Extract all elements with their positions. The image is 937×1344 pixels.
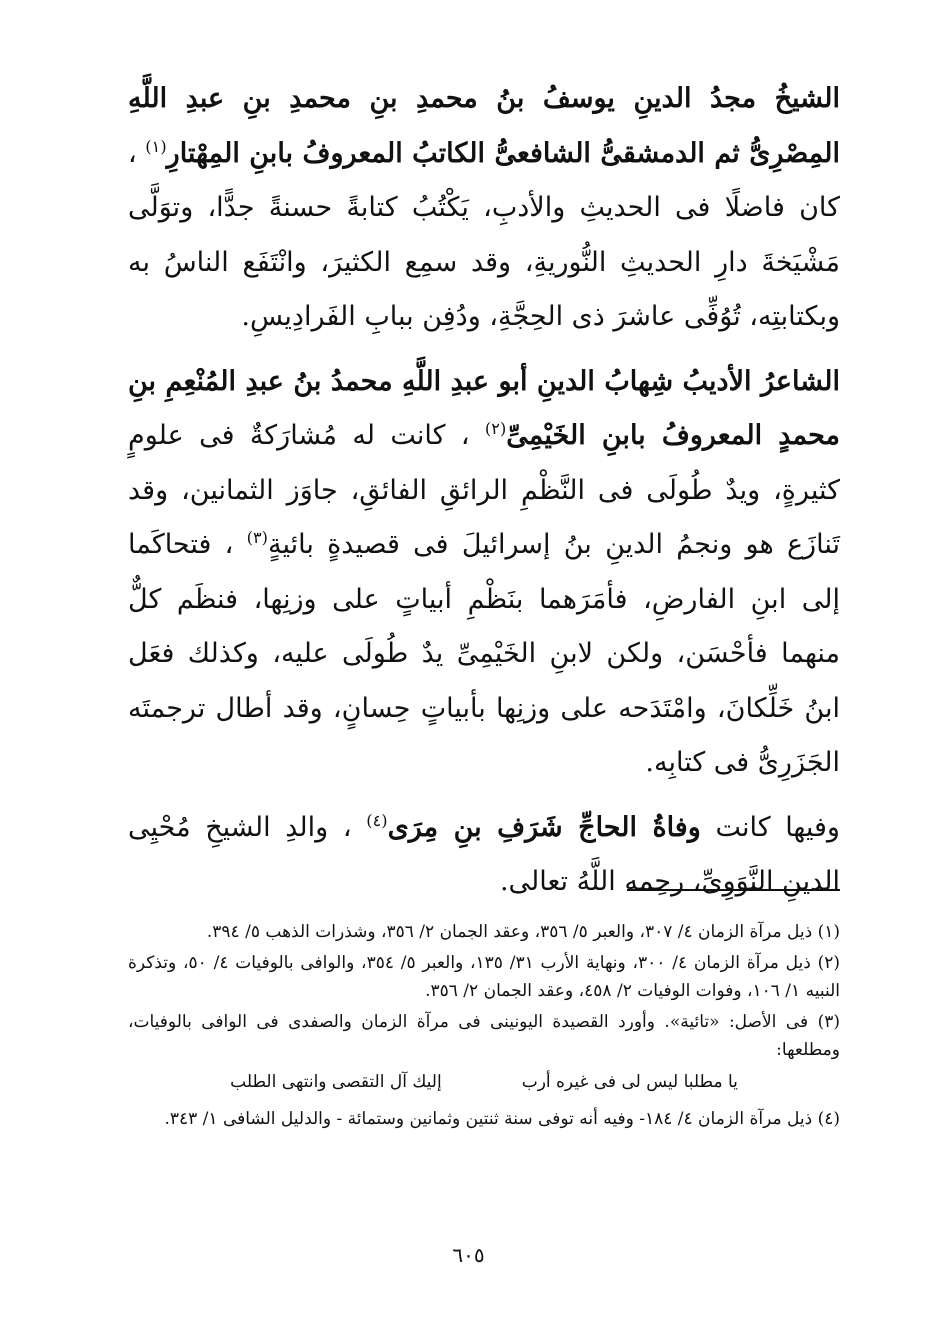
paragraph-2-text-b: ، فتحاكَما إلى ابنِ الفارضِ، فأمَرَهما بنَظْمِ أبياتٍ على وزنِها، فنظَم كلٌّ منهما فأحْسَن، ولكن لابنِ الخَيْمِىِّ يدٌ طُولَى عليه، وكذلك فعَل ابنُ خَلِّكانَ، وامْتَدَحه على وزنِها بأبياتٍ حِسانٍ، وقد أطال ترجمتَه الجَزَرِىُّ فى كتابِه. bbox=[128, 529, 840, 778]
biography-heading-2: الشاعرُ الأديبُ شِهابُ الدينِ أبو عبدِ اللَّهِ محمدُ بنُ عبدِ المُنْعِمِ بنِ محمدٍ المعروفُ بابنِ الخَيْمِىِّ bbox=[128, 365, 840, 451]
page-number: ٦٠٥ bbox=[452, 1243, 485, 1267]
footnote-mark-1: (١) bbox=[145, 136, 167, 156]
footnote-mark-4: (٤) bbox=[366, 810, 388, 830]
main-text bbox=[128, 72, 840, 920]
verse-first-hemistich: يا مطلبا ليس لى فى غيره أرب bbox=[521, 1072, 738, 1092]
verse bbox=[128, 1067, 840, 1097]
biography-heading-1: الشيخُ مجدُ الدينِ يوسفُ بنُ محمدِ بنِ محمدِ بنِ عبدِ اللَّهِ المِصْرِىُّ ثم الدمشقىُّ الشافعىُّ الكاتبُ المعروفُ بابنِ المِهْتارِ bbox=[128, 83, 840, 169]
footnote-separator bbox=[627, 889, 840, 891]
footnote-3: (٣) فى الأصل: «تائية». وأورد القصيدة اليونينى فى مرآة الزمان والصفدى فى الوافى بالوفيات، ومطلعها: bbox=[128, 1012, 840, 1060]
paragraph-2 bbox=[128, 355, 840, 791]
verse-second-hemistich: إليك آل التقصى وانتهى الطلب bbox=[230, 1072, 442, 1092]
footnotes bbox=[128, 918, 840, 1136]
paragraph-2-text-a: ، كانت له مُشارَكةٌ فى علومٍ كثيرةٍ، ويدٌ طُولَى فى النَّظْمِ الرائقِ الفائقِ، جاوَز الثمانين، وقد تَنازَع هو ونجمُ الدينِ بنُ إسرائيلَ فى قصيدةٍ بائيةٍ bbox=[128, 420, 840, 560]
footnote-1: (١) ذيل مرآة الزمان ٤/ ٣٠٧، والعبر ٥/ ٣٥٦، وعقد الجمان ٢/ ٣٥٦، وشذرات الذهب ٥/ ٣٩٤. bbox=[206, 922, 840, 942]
footnote-2: (٢) ذيل مرآة الزمان ٤/ ٣٠٠، ونهاية الأرب ٣١/ ١٣٥، والعبر ٥/ ٣٥٤، والوافى بالوفيات ٤/ ٥٠، وتذكرة النبيه ١/ ١٠٦، وفوات الوفيات ٢/ ٤٥٨، وعقد الجمان ٢/ ٣٥٦. bbox=[128, 953, 841, 1001]
paragraph-3 bbox=[128, 801, 840, 910]
paragraph-3-lead: وفيها كانت bbox=[715, 811, 840, 843]
biography-heading-3: وفاةُ الحاجِّ شَرَفِ بنِ مِرَى bbox=[387, 811, 701, 843]
paragraph-1-text: ، كان فاضلًا فى الحديثِ والأدبِ، يَكْتُبُ كتابةً حسنةً جدًّا، وتوَلَّى مَشْيَخةَ دارِ الحديثِ النُّوريةِ، وقد سمِع الكثيرَ، وانْتَفَع الناسُ به وبكتابتِه، تُوُفِّى عاشرَ ذى الحِجَّةِ، ودُفِن ببابِ الفَرادِيسِ. bbox=[127, 137, 840, 332]
footnote-4: (٤) ذيل مرآة الزمان ٤/ ١٨٤- وفيه أنه توفى سنة ثنتين وثمانين وستمائة - والدليل الشافى ١/ ٣٤٣. bbox=[164, 1109, 840, 1129]
paragraph-3-text: ، والدِ الشيخِ مُحْيِى الدينِ النَّوَوِىِّ، رحِمه اللَّهُ تعالى. bbox=[128, 811, 840, 897]
footnote-mark-3: (٣) bbox=[246, 528, 268, 547]
paragraph-1 bbox=[128, 72, 840, 345]
footnote-mark-2: (٢) bbox=[484, 419, 507, 438]
